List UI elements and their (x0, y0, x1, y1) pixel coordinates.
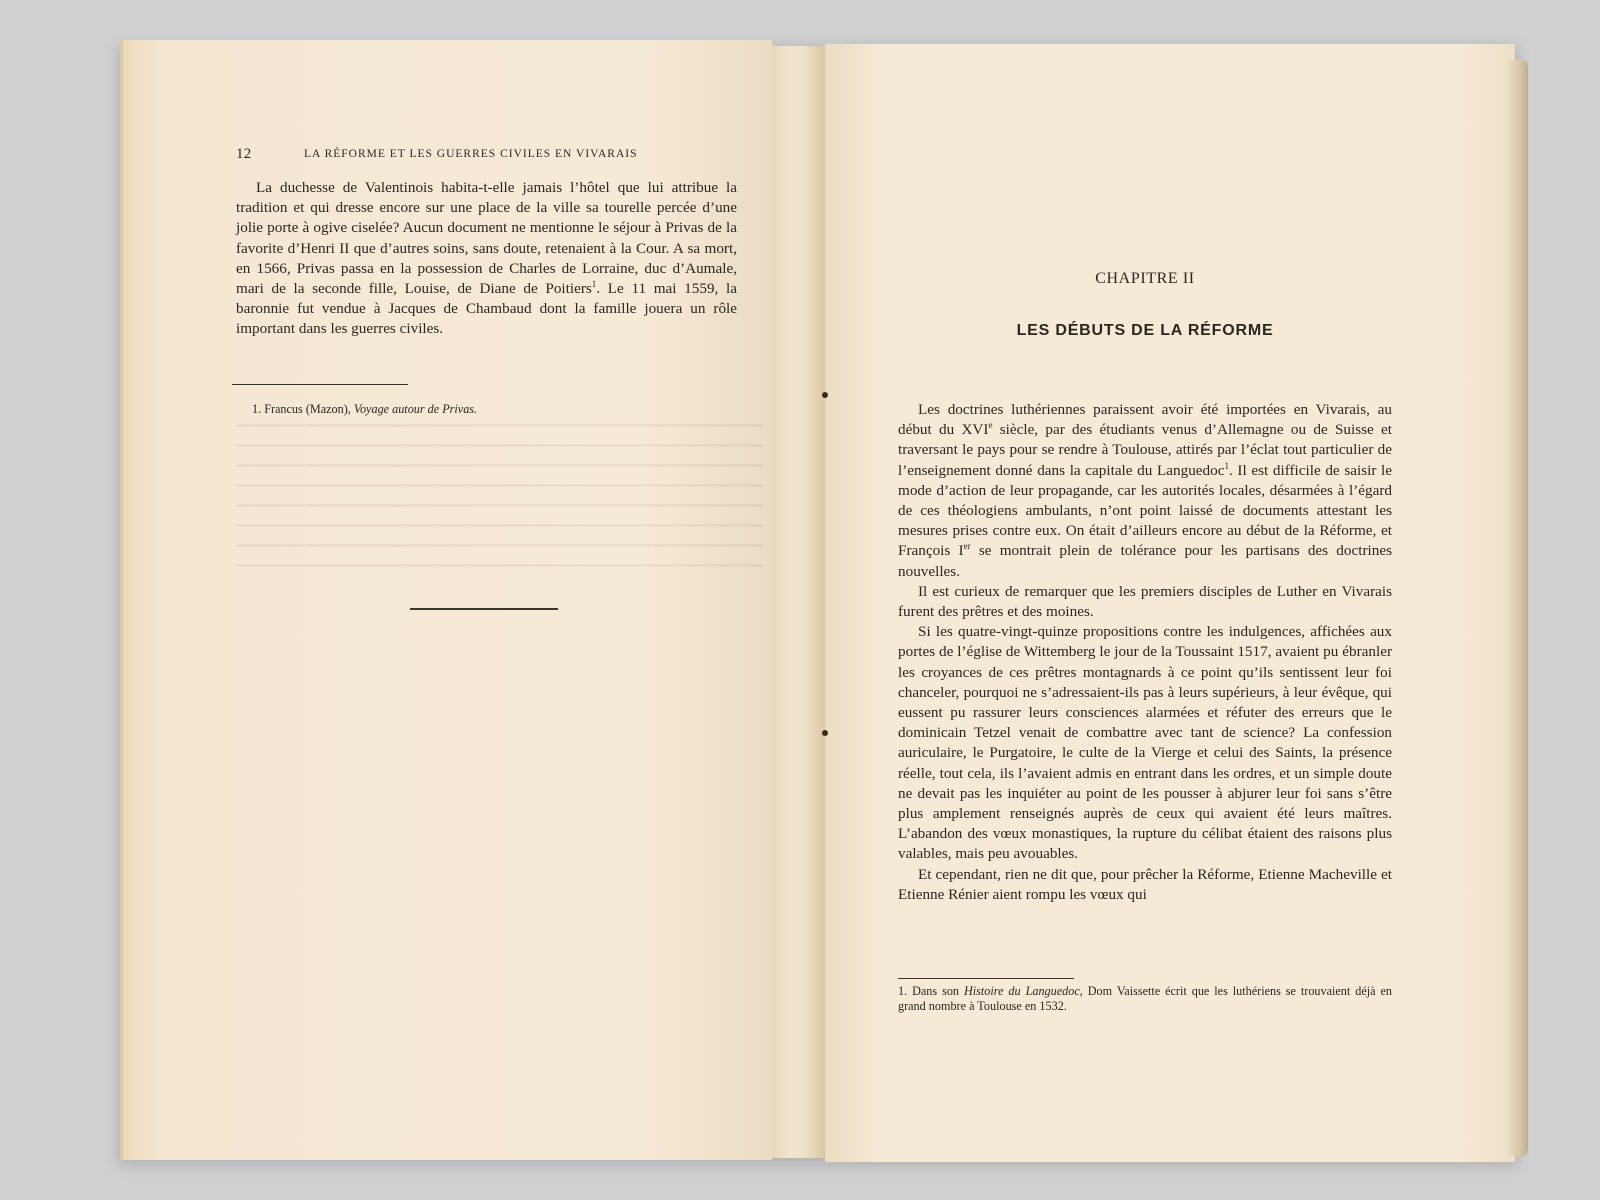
binding-mark (822, 392, 828, 398)
p1-text-c: . Il est difficile de saisir le mode d’action de leur propagande, car les autorités locales, désarmées à l’égard de ces théologiens ambulants, n’ont point laissé de documents attestant les mesures prises contre eux. On était d’ailleurs encore au début de la Réforme, et François I (898, 461, 1392, 560)
running-head-title: LA RÉFORME ET LES GUERRES CIVILES EN VIVARAIS (304, 148, 638, 160)
footnote-work-title: Histoire du Languedoc (963, 984, 1080, 998)
ordinal-suffix: er (963, 541, 971, 552)
right-paragraph-3: Si les quatre-vingt-quinze propositions contre les indulgences, affichées aux portes de l’église de Wittemberg le jour de la Toussaint 1517, avaient pu ébranler les croyances de ces prêtres montagnards à ce point qu’ils sentissent leur foi chanceler, pourquoi ne s’adressaient-ils pas à leurs supérieurs, à leur évêque, qui eussent pu rassurer leurs consciences alarmées et réfuter des erreurs que le dominicain Tetzel venait de combattre avec tant de science? La confession auriculaire, le Purgatoire, le culte de la Vierge et celui des Saints, la présence réelle, tout cela, ils l’avaient admis en entrant dans les ordres, et un simple doute ne devait pas les inquiéter au point de les pousser à abjurer leur foi sans s’être plus amplement renseignés auprès de ceux qui avaient été leurs maîtres. L’abandon des vœux monastiques, la rupture du célibat étaient des raisons plus valables, mais peu avouables. (898, 623, 1392, 863)
end-of-section-rule (410, 608, 558, 610)
footnote-number: 1. (252, 402, 262, 416)
right-paragraph-2: Il est curieux de remarquer que les premiers disciples de Luther en Vivarais furent des prêtres et des moines. (898, 582, 1392, 621)
footnote-text: 1. Dans son (898, 984, 964, 998)
chapter-label: CHAPITRE II (1095, 270, 1195, 287)
footnote-rule (898, 978, 1074, 979)
left-paragraph-text-cont: . Le 11 mai 1559, la baronnie fut vendue à Jacques de Chambaud dont la famille jouera un rôle important dans les guerres civiles. (236, 280, 737, 338)
binding-mark (822, 730, 828, 736)
footnote-author: Francus (Mazon), (264, 402, 351, 416)
right-paragraph-1 (898, 400, 1392, 582)
footnote-ref: 1 (591, 278, 597, 289)
right-body-text (898, 400, 1392, 905)
p1-text-b: siècle, par des étudiants venus d’Allemagne ou de Suisse et traversant le pays pour se rendre à Toulouse, attirés par l’éclat tout particulier de l’enseignement donné dans la capitale du Languedoc (898, 421, 1392, 479)
century-suffix: e (988, 420, 993, 431)
chapter-title: LES DÉBUTS DE LA RÉFORME (1016, 322, 1274, 339)
p1-text-d: se montrait plein de tolérance pour les partisans des doctrines nouvelles. (898, 542, 1392, 580)
page-edges (1508, 60, 1528, 1156)
right-footnote (898, 984, 1392, 1014)
left-paragraph (236, 178, 737, 340)
left-paragraph-text: La duchesse de Valentinois habita-t-elle jamais l’hôtel que lui attribue la tradition et qui dresse encore sur une place de la ville sa tourelle percée d’une jolie porte à ogive ciselée? Aucun document ne mentionne le séjour à Privas de la favorite d’Henri II que d’autres soins, sans doute, retenaient à la Cour. A sa mort, en 1566, Privas passa en la possession de Charles de Lorraine, duc d’Aumale, mari de la seconde fille, Louise, de Diane de Poitiers (236, 179, 737, 298)
footnote-work-title: Voyage autour de Privas. (353, 402, 478, 416)
book-gutter (772, 46, 825, 1158)
left-footnote (252, 402, 732, 417)
p1-text-a: Les doctrines luthériennes paraissent avoir été importées en Vivarais, au début du XVI (898, 401, 1392, 439)
footnote-ref: 1 (1224, 460, 1229, 471)
running-head (236, 146, 736, 163)
right-paragraph-4: Et cependant, rien ne dit que, pour prêcher la Réforme, Etienne Macheville et Etienne Rénier aient rompu les vœux qui (898, 865, 1392, 903)
footnote-rule (232, 384, 408, 385)
footnote-text-cont: , Dom Vaissette écrit que les luthériens se trouvaient déjà en grand nombre à Toulouse en 1532. (898, 984, 1392, 1013)
page-number: 12 (236, 146, 252, 162)
left-body-text (236, 178, 737, 340)
